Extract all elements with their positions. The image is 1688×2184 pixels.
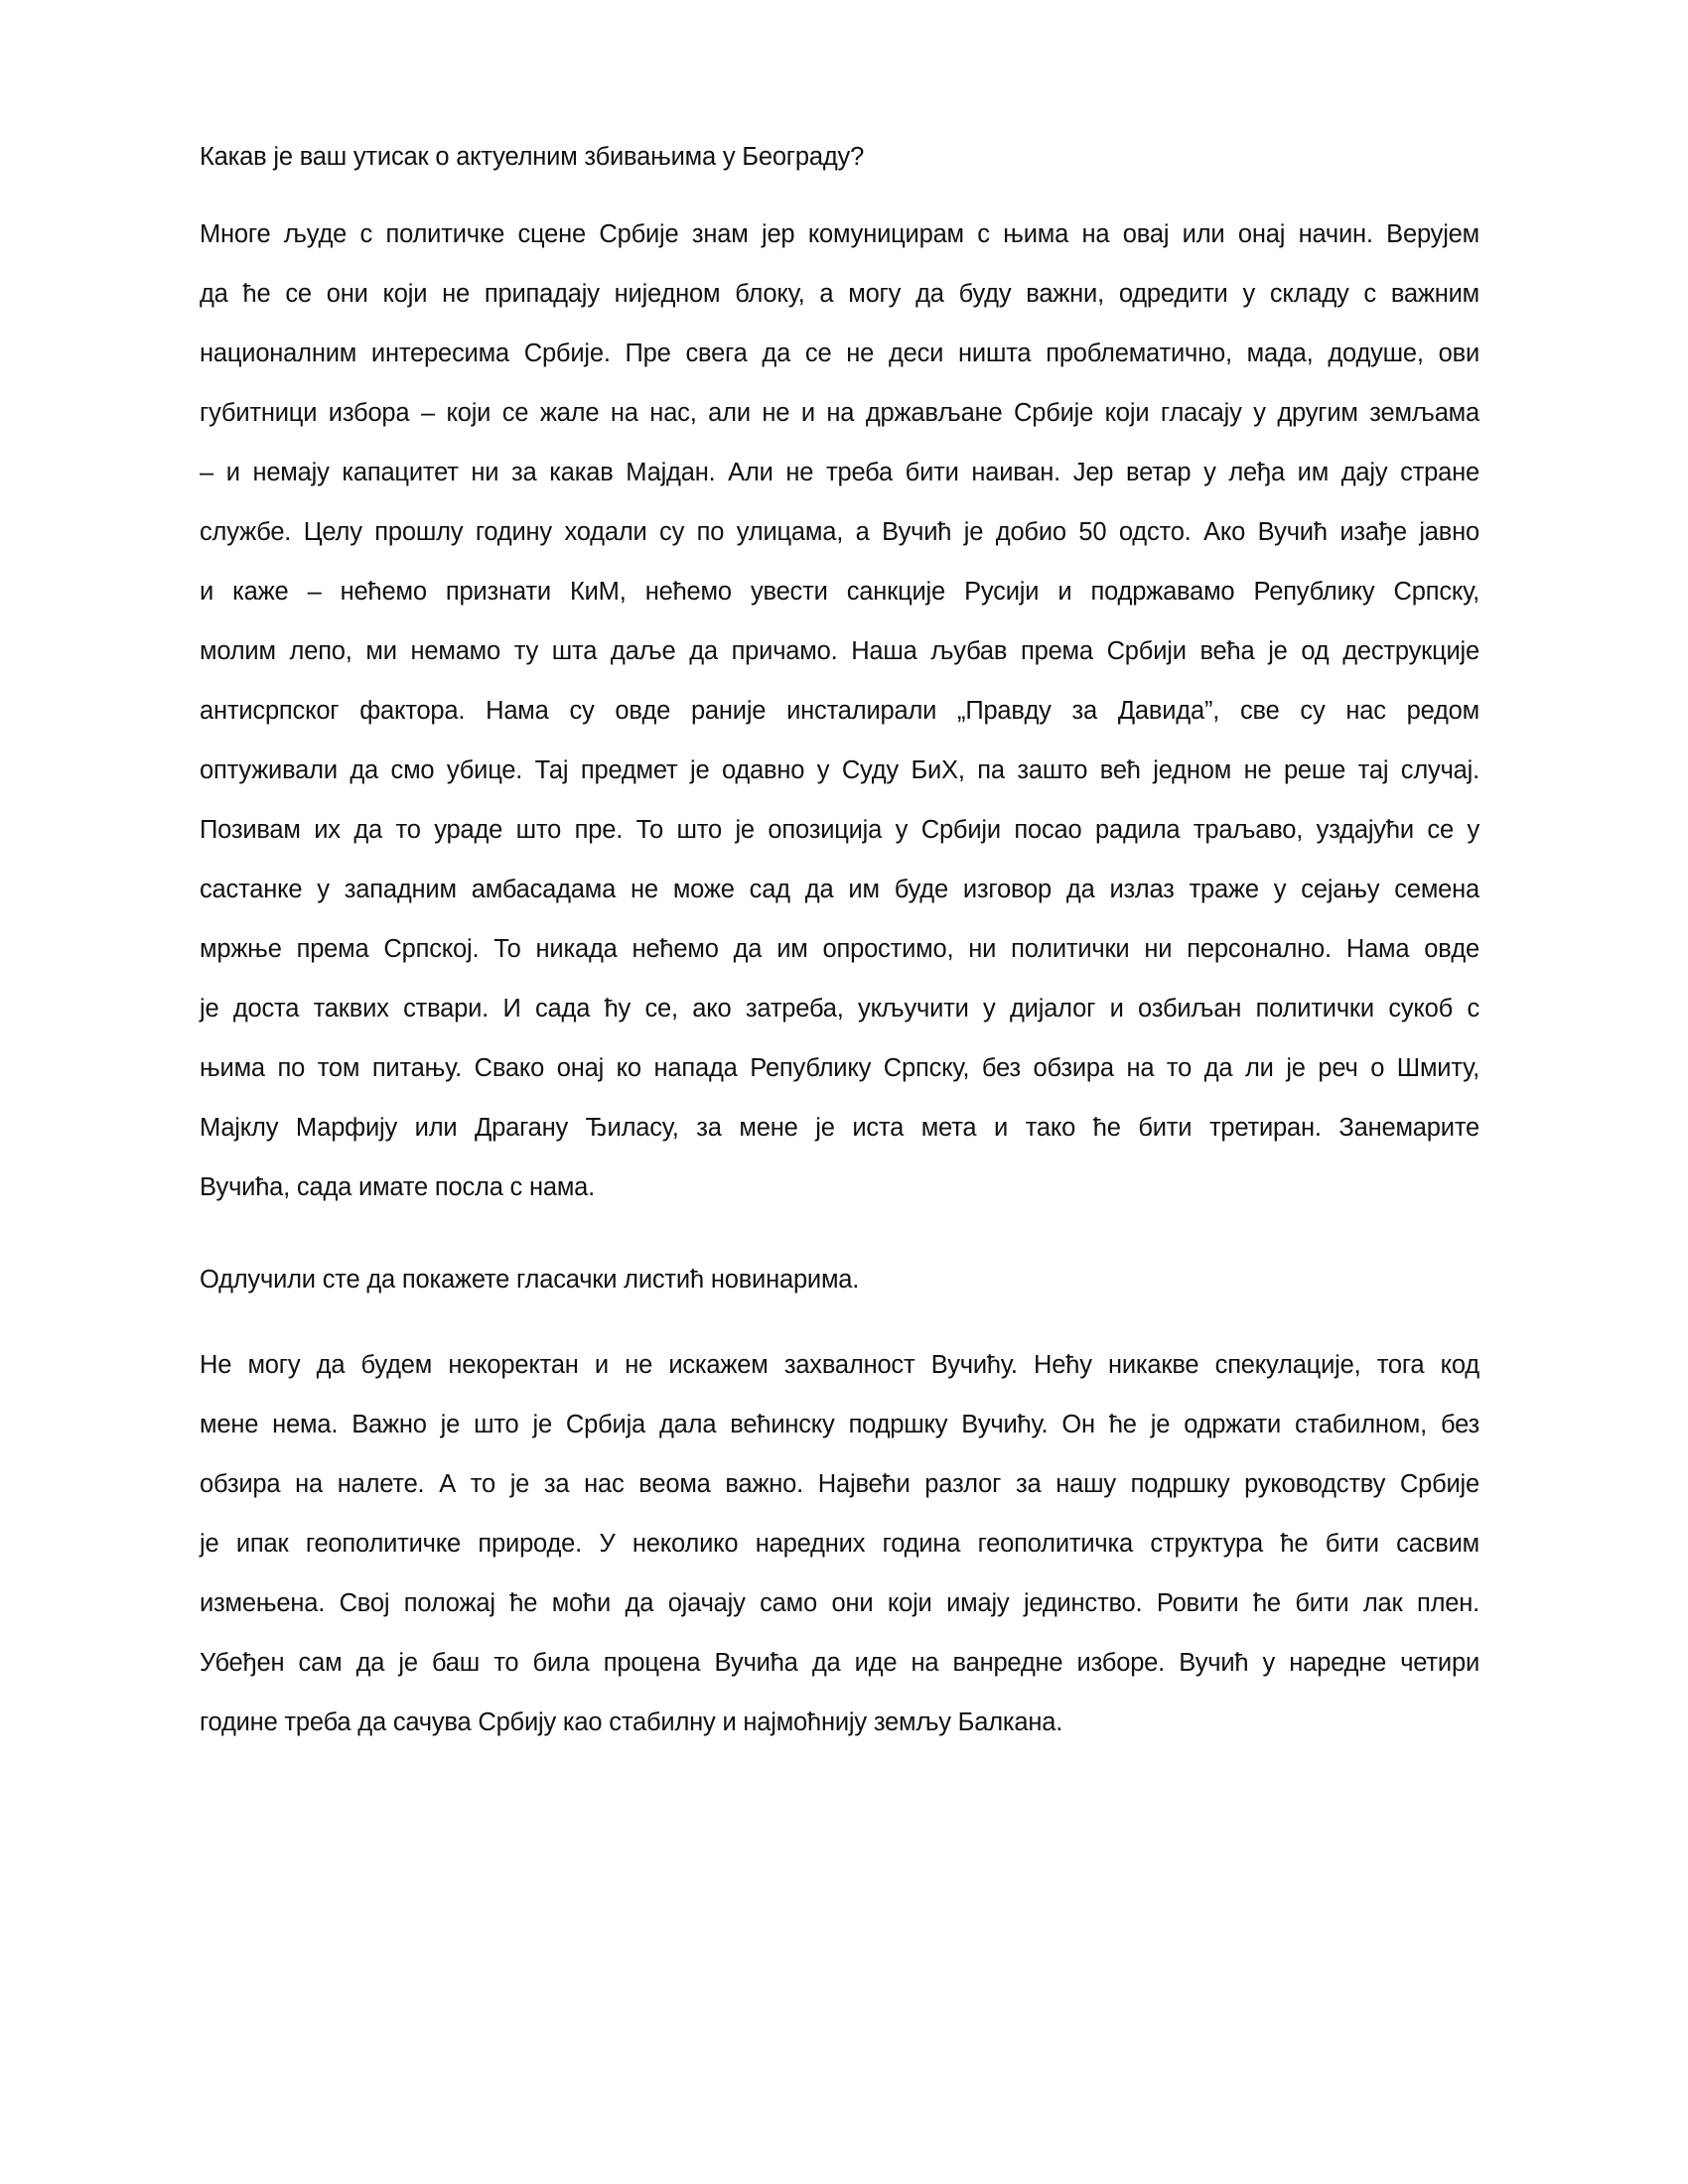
paragraph-line: Позивам их да то ураде што пре. То што је опозиција у Србији посао радила траљаво, уздајући се у (200, 816, 1479, 844)
interview-question-2 (200, 1250, 1479, 1309)
interview-question-1 (200, 127, 1479, 187)
paragraph-line: измењена. Свој положај ће моћи да ојачају само они који имају јединство. Ровити ће бити лак плен. (200, 1589, 1479, 1617)
paragraph-line: губитници избора – који се жале на нас, али не и на држављане Србије који гласају у другим земљама (200, 399, 1479, 427)
paragraph-line: молим лепо, ми немамо ту шта даље да причамо. Наша љубав према Србији већа је од деструкције (200, 637, 1479, 665)
paragraph-line: је доста таквих ствари. И сада ћу се, ако затреба, укључити у дијалог и озбиљан политички сукоб с (200, 995, 1479, 1023)
paragraph-line: Мајклу Марфију или Драгану Ђиласу, за мене је иста мета и тако ће бити третиран. Занемарите (200, 1114, 1479, 1142)
paragraph-line: националним интересима Србије. Пре свега да се не деси ништа проблематично, мада, додуше, ови (200, 340, 1479, 367)
paragraph-line: Не могу да будем некоректан и не искажем захвалност Вучићу. Нећу никакве спекулације, тога код (200, 1351, 1479, 1379)
question-text: Одлучили сте да покажете гласачки листић новинарима. (200, 1266, 860, 1294)
paragraph-line: да ће се они који не припадају ниједном блоку, а могу да буду важни, одредити у складу с важним (200, 280, 1479, 308)
paragraph-line: антисрпског фактора. Нама су овде раније инсталирали „Правду за Давида”, све су нас редом (200, 697, 1479, 725)
paragraph-line: њима по том питању. Свако онај ко напада Републику Српску, без обзира на то да ли је реч о Шмиту, (200, 1054, 1479, 1082)
paragraph-line: службе. Целу прошлу годину ходали су по улицама, а Вучић је добио 50 одсто. Ако Вучић изађе јавно (200, 518, 1479, 546)
paragraph-line: године треба да сачува Србију као стабилну и најмоћнију земљу Балкана. (200, 1708, 1063, 1736)
paragraph-line: – и немају капацитет ни за какав Мајдан. Али не треба бити наиван. Јер ветар у леђа им дају стране (200, 459, 1479, 486)
question-text: Какав је ваш утисак о актуелним збивањима у Београду? (200, 143, 865, 171)
paragraph-line: Многе људе с политичке сцене Србије знам јер комуницирам с њима на овај или онај начин. Верујем (200, 220, 1479, 248)
interview-answer-2 (200, 1335, 1479, 1752)
paragraph-line: мржње према Српској. То никада нећемо да им опростимо, ни политички ни персонално. Нама овде (200, 935, 1479, 963)
paragraph-line: обзира на налете. А то је за нас веома важно. Највећи разлог за нашу подршку руководству Србије (200, 1470, 1479, 1498)
paragraph-line: мене нема. Важно је што је Србија дала већинску подршку Вучићу. Он ће је одржати стабилном, без (200, 1411, 1479, 1438)
paragraph-line: и каже – нећемо признати КиМ, нећемо увести санкције Русији и подржавамо Републику Српску, (200, 578, 1479, 606)
paragraph-line: је ипак геополитичке природе. У неколико наредних година геополитичка структура ће бити сасвим (200, 1530, 1479, 1558)
paragraph-line: Убеђен сам да је баш то била процена Вучића да иде на ванредне изборе. Вучић у наредне четири (200, 1649, 1479, 1677)
paragraph-line: оптуживали да смо убице. Тај предмет је одавно у Суду БиХ, па зашто већ једном не реше тај случај. (200, 756, 1479, 784)
interview-answer-1 (200, 205, 1479, 1217)
paragraph-line: Вучића, сада имате посла с нама. (200, 1173, 596, 1201)
paragraph-line: састанке у западним амбасадама не може сад да им буде изговор да излаз траже у сејању семена (200, 876, 1479, 903)
